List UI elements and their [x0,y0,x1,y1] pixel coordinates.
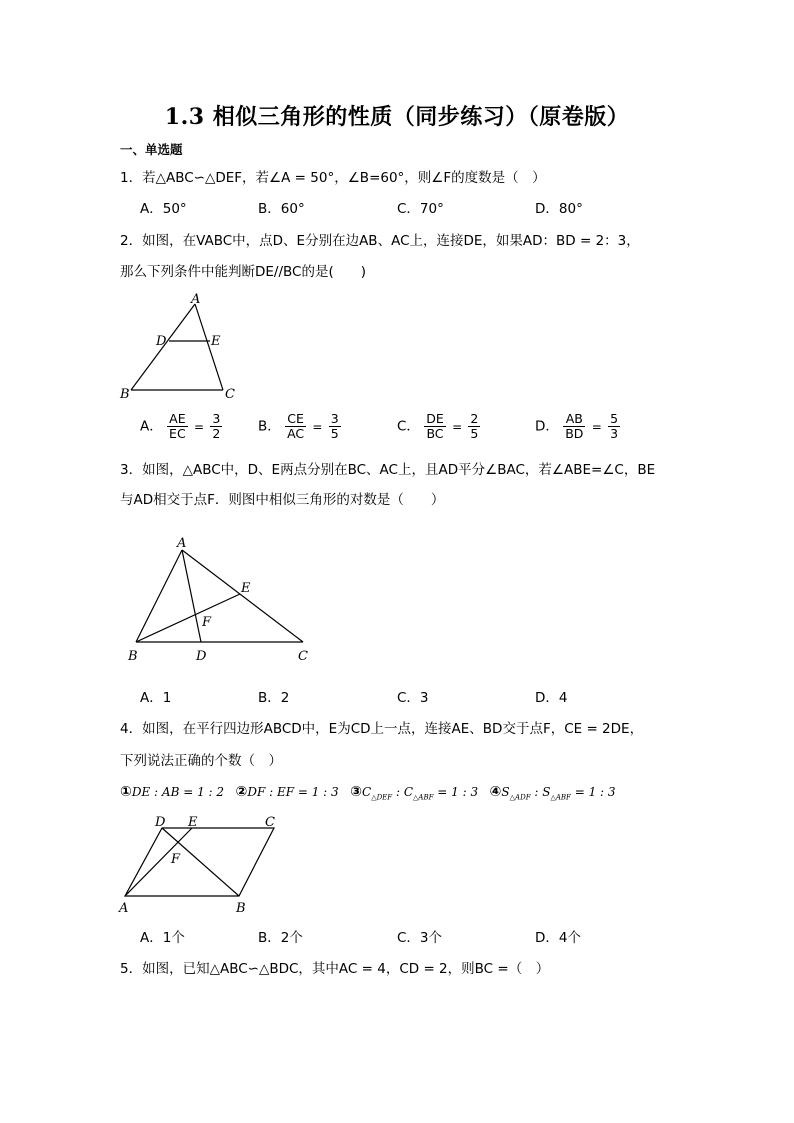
q2-option-d-rhs: $\frac{5}{3}$ [610,411,619,441]
page-title: 1.3 相似三角形的性质（同步练习）（原卷版） [164,104,630,130]
q4-label-c: C [265,815,275,830]
q4-option-a: A．1个 [140,930,185,946]
q1-option-b: B．60° [258,201,305,217]
q4-option-c: C．3个 [397,930,443,946]
q1-option-a: A．50° [140,201,187,217]
q4-statement-1-marker: ① [120,784,132,800]
q2-option-c-rhs: $\frac{2}{5}$ [470,411,479,441]
q2-label-d: D [156,334,167,349]
q3-label-f: F [202,615,212,630]
q3-label-c: C [298,649,308,664]
q4-option-b: B．2个 [258,930,303,946]
q3-option-c: C．3 [397,690,429,706]
q2-option-b-rhs: $\frac{3}{5}$ [330,411,339,441]
q4-label-f: F [171,852,181,867]
q4-statements [120,784,616,801]
q2-label-c: C [225,387,235,402]
q1-option-d: D．80° [535,201,583,217]
q2-option-c-lhs: $\frac{DE}{BC}$ [426,411,444,441]
q4-text-line2: 下列说法正确的个数（ ） [120,753,282,769]
q1-text: 1．若△ABC∽△DEF，若∠A = 50°，∠B=60°，则∠F的度数是（ ） [120,170,546,186]
q4-option-d: D．4个 [535,930,581,946]
q3-option-b: B．2 [258,690,290,706]
q4-statement-2: DF : EF = 1 : 3 [247,785,339,799]
q3-text-line2: 与AD相交于点F．则图中相似三角形的对数是（ ） [120,492,445,508]
q2-label-a: A [191,292,201,307]
q2-label-b: B [120,387,130,402]
q2-option-b: B． $\frac{CE}{AC}$ = $\frac{3}{5}$ [258,411,339,441]
q2-option-c: C． $\frac{DE}{BC}$ = $\frac{2}{5}$ [397,411,479,441]
q2-option-d-lhs: $\frac{AB}{BD}$ [565,411,584,441]
q2-label-e: E [211,334,221,349]
q4-statement-3: $C_{\triangle DEF}$ : $C_{\triangle ABF} = 1$ : 3 [362,785,479,802]
q4-text-line1: 4．如图，在平行四边形ABCD中，E为CD上一点，连接AE、BD交于点F，CE = 2DE， [120,721,644,737]
q3-label-a: A [177,536,187,551]
q4-label-a: A [119,901,129,916]
q2-option-a-lhs: $\frac{AE}{EC}$ [169,411,186,441]
q4-statement-2-marker: ② [235,784,248,800]
q2-text-line2: 那么下列条件中能判断DE//BC的是( ) [120,264,367,280]
q3-triangle-figure [120,530,320,670]
q4-label-d: D [155,815,166,830]
q4-parallelogram-abcd [125,828,274,896]
q3-side-ab [136,550,182,642]
q2-option-a-rhs: $\frac{3}{2}$ [212,411,221,441]
q4-statement-3-marker: ③ [350,784,362,800]
section-heading: 一、单选题 [120,142,183,157]
q2-option-a: A． $\frac{AE}{EC}$ = $\frac{3}{2}$ [140,411,221,441]
q4-label-e: E [188,815,198,830]
q4-label-b: B [236,901,246,916]
q4-parallelogram-figure [115,810,290,918]
q2-option-b-lhs: $\frac{CE}{AC}$ [287,411,305,441]
q1-option-c: C．70° [397,201,444,217]
q5-text: 5．如图，已知△ABC∽△BDC，其中AC = 4，CD = 2，则BC =（ ） [120,961,550,977]
q3-label-e: E [241,581,251,596]
q3-segment-be [136,594,240,642]
q2-triangle-figure [115,290,255,405]
q2-text-line1: 2．如图，在VABC中，点D、E分别在边AB、AC上，连接DE，如果AD：BD = 2：3， [120,233,640,249]
q2-option-d: D． $\frac{AB}{BD}$ = $\frac{5}{3}$ [535,411,619,441]
q4-segment-ae [125,828,192,896]
q3-side-ac [182,550,303,642]
q3-segment-ad [182,550,201,642]
q3-label-d: D [196,649,207,664]
q3-option-a: A．1 [140,690,172,706]
q3-option-d: D．4 [535,690,568,706]
q3-text-line1: 3．如图，△ABC中，D、E两点分别在BC、AC上，且AD平分∠BAC，若∠ABE=∠C，BE [120,462,656,478]
q4-statement-1: DE : AB = 1 : 2 [131,785,225,799]
q3-label-b: B [128,649,138,664]
q4-statement-4: $S_{\triangle ADF}$ : $S_{\triangle ABF} = 1$ : 3 [501,785,616,802]
q4-statement-4-marker: ④ [489,784,502,800]
